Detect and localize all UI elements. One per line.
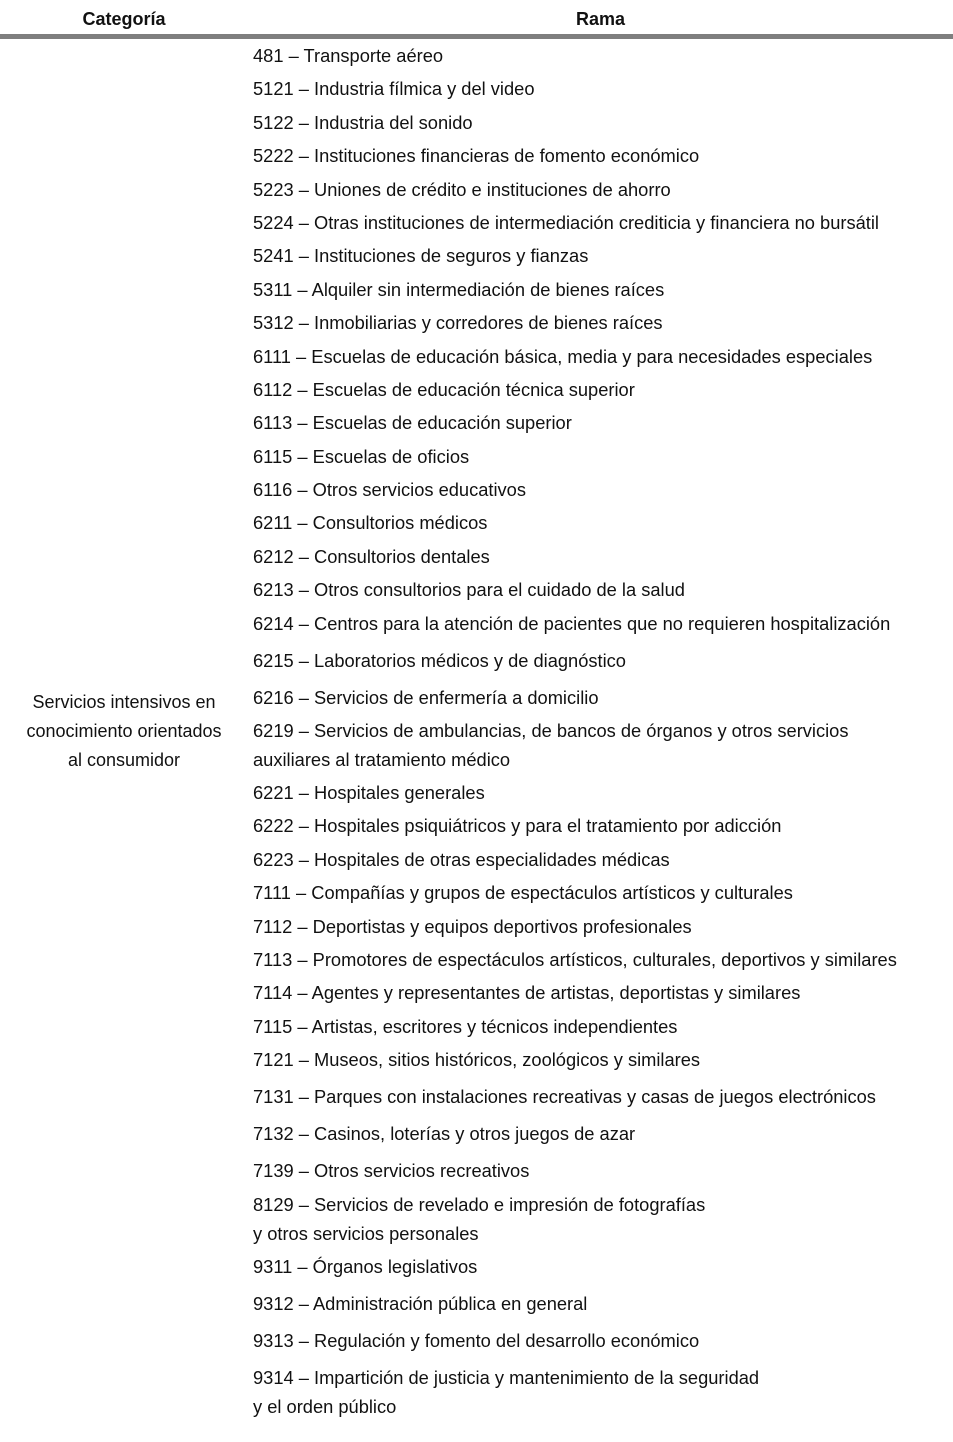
table-row: 7113 – Promotores de espectáculos artísticos, culturales, deportivos y similares [253,948,897,970]
table-row: 6211 – Consultorios médicos [253,512,488,534]
table-row: 7112 – Deportistas y equipos deportivos profesionales [253,915,692,937]
category-label: Servicios intensivos en conocimiento orientados al consumidor [26,692,222,770]
table-row: 5121 – Industria fílmica y del video [253,78,535,100]
table-row: 5312 – Inmobiliarias y corredores de bienes raíces [253,312,663,334]
table-row: 5224 – Otras instituciones de intermediación crediticia y financiera no bursátil [253,211,879,233]
table-row: 6223 – Hospitales de otras especialidades médicas [253,848,670,870]
table-row: 6219 – Servicios de ambulancias, de bancos de órganos y otros servicios auxiliares al tratamiento médico [253,720,849,771]
header-rama: Rama [575,9,626,29]
table-row: 6221 – Hospitales generales [253,782,485,804]
table-row: 7121 – Museos, sitios históricos, zoológicos y similares [253,1049,701,1071]
table-row: 6115 – Escuelas de oficios [253,445,470,467]
table-row: 6111 – Escuelas de educación básica, media y para necesidades especiales [253,345,873,367]
table-row: 9314 – Impartición de justicia y mantenimiento de la seguridad y el orden público [253,1366,760,1417]
table-row: 9312 – Administración pública en general [253,1292,588,1314]
table-row: 6215 – Laboratorios médicos y de diagnóstico [253,649,626,671]
table-row: 6113 – Escuelas de educación superior [253,412,572,434]
table-row: 5122 – Industria del sonido [253,111,473,133]
table-header [0,0,953,36]
table-row: 6222 – Hospitales psiquiátricos y para el tratamiento por adicción [253,815,782,837]
table-row: 6214 – Centros para la atención de pacientes que no requieren hospitalización [253,612,891,634]
table-row: 5223 – Uniones de crédito e instituciones de ahorro [253,178,671,200]
table-row: 9313 – Regulación y fomento del desarrollo económico [253,1329,700,1351]
table-row: 7131 – Parques con instalaciones recreativas y casas de juegos electrónicos [253,1086,876,1108]
table-row: 7111 – Compañías y grupos de espectáculos artísticos y culturales [253,882,793,904]
table-row: 6213 – Otros consultorios para el cuidado de la salud [253,579,685,601]
table-row: 7139 – Otros servicios recreativos [253,1160,530,1182]
table-row: 481 – Transporte aéreo [253,45,444,66]
table-row: 5222 – Instituciones financieras de fomento económico [253,145,700,167]
table-row: 9311 – Órganos legislativos [253,1255,478,1277]
table-row: 7115 – Artistas, escritores y técnicos independientes [253,1015,678,1037]
table-row: 6212 – Consultorios dentales [253,545,490,567]
table-row: 5311 – Alquiler sin intermediación de bienes raíces [253,278,665,300]
table-row: 5241 – Instituciones de seguros y fianzas [253,245,589,267]
table-row: 6116 – Otros servicios educativos [253,479,526,501]
header-categoria: Categoría [82,9,166,29]
table-row: 7132 – Casinos, loterías y otros juegos de azar [253,1123,636,1145]
table-row: 7114 – Agentes y representantes de artistas, deportistas y similares [253,982,801,1004]
table-row: 6112 – Escuelas de educación técnica superior [253,378,635,400]
rama-list [253,41,948,1425]
table-row: 6216 – Servicios de enfermería a domicilio [253,686,599,708]
table-row: 8129 – Servicios de revelado e impresión de fotografías y otros servicios personales [253,1193,706,1244]
header-divider [0,34,953,39]
